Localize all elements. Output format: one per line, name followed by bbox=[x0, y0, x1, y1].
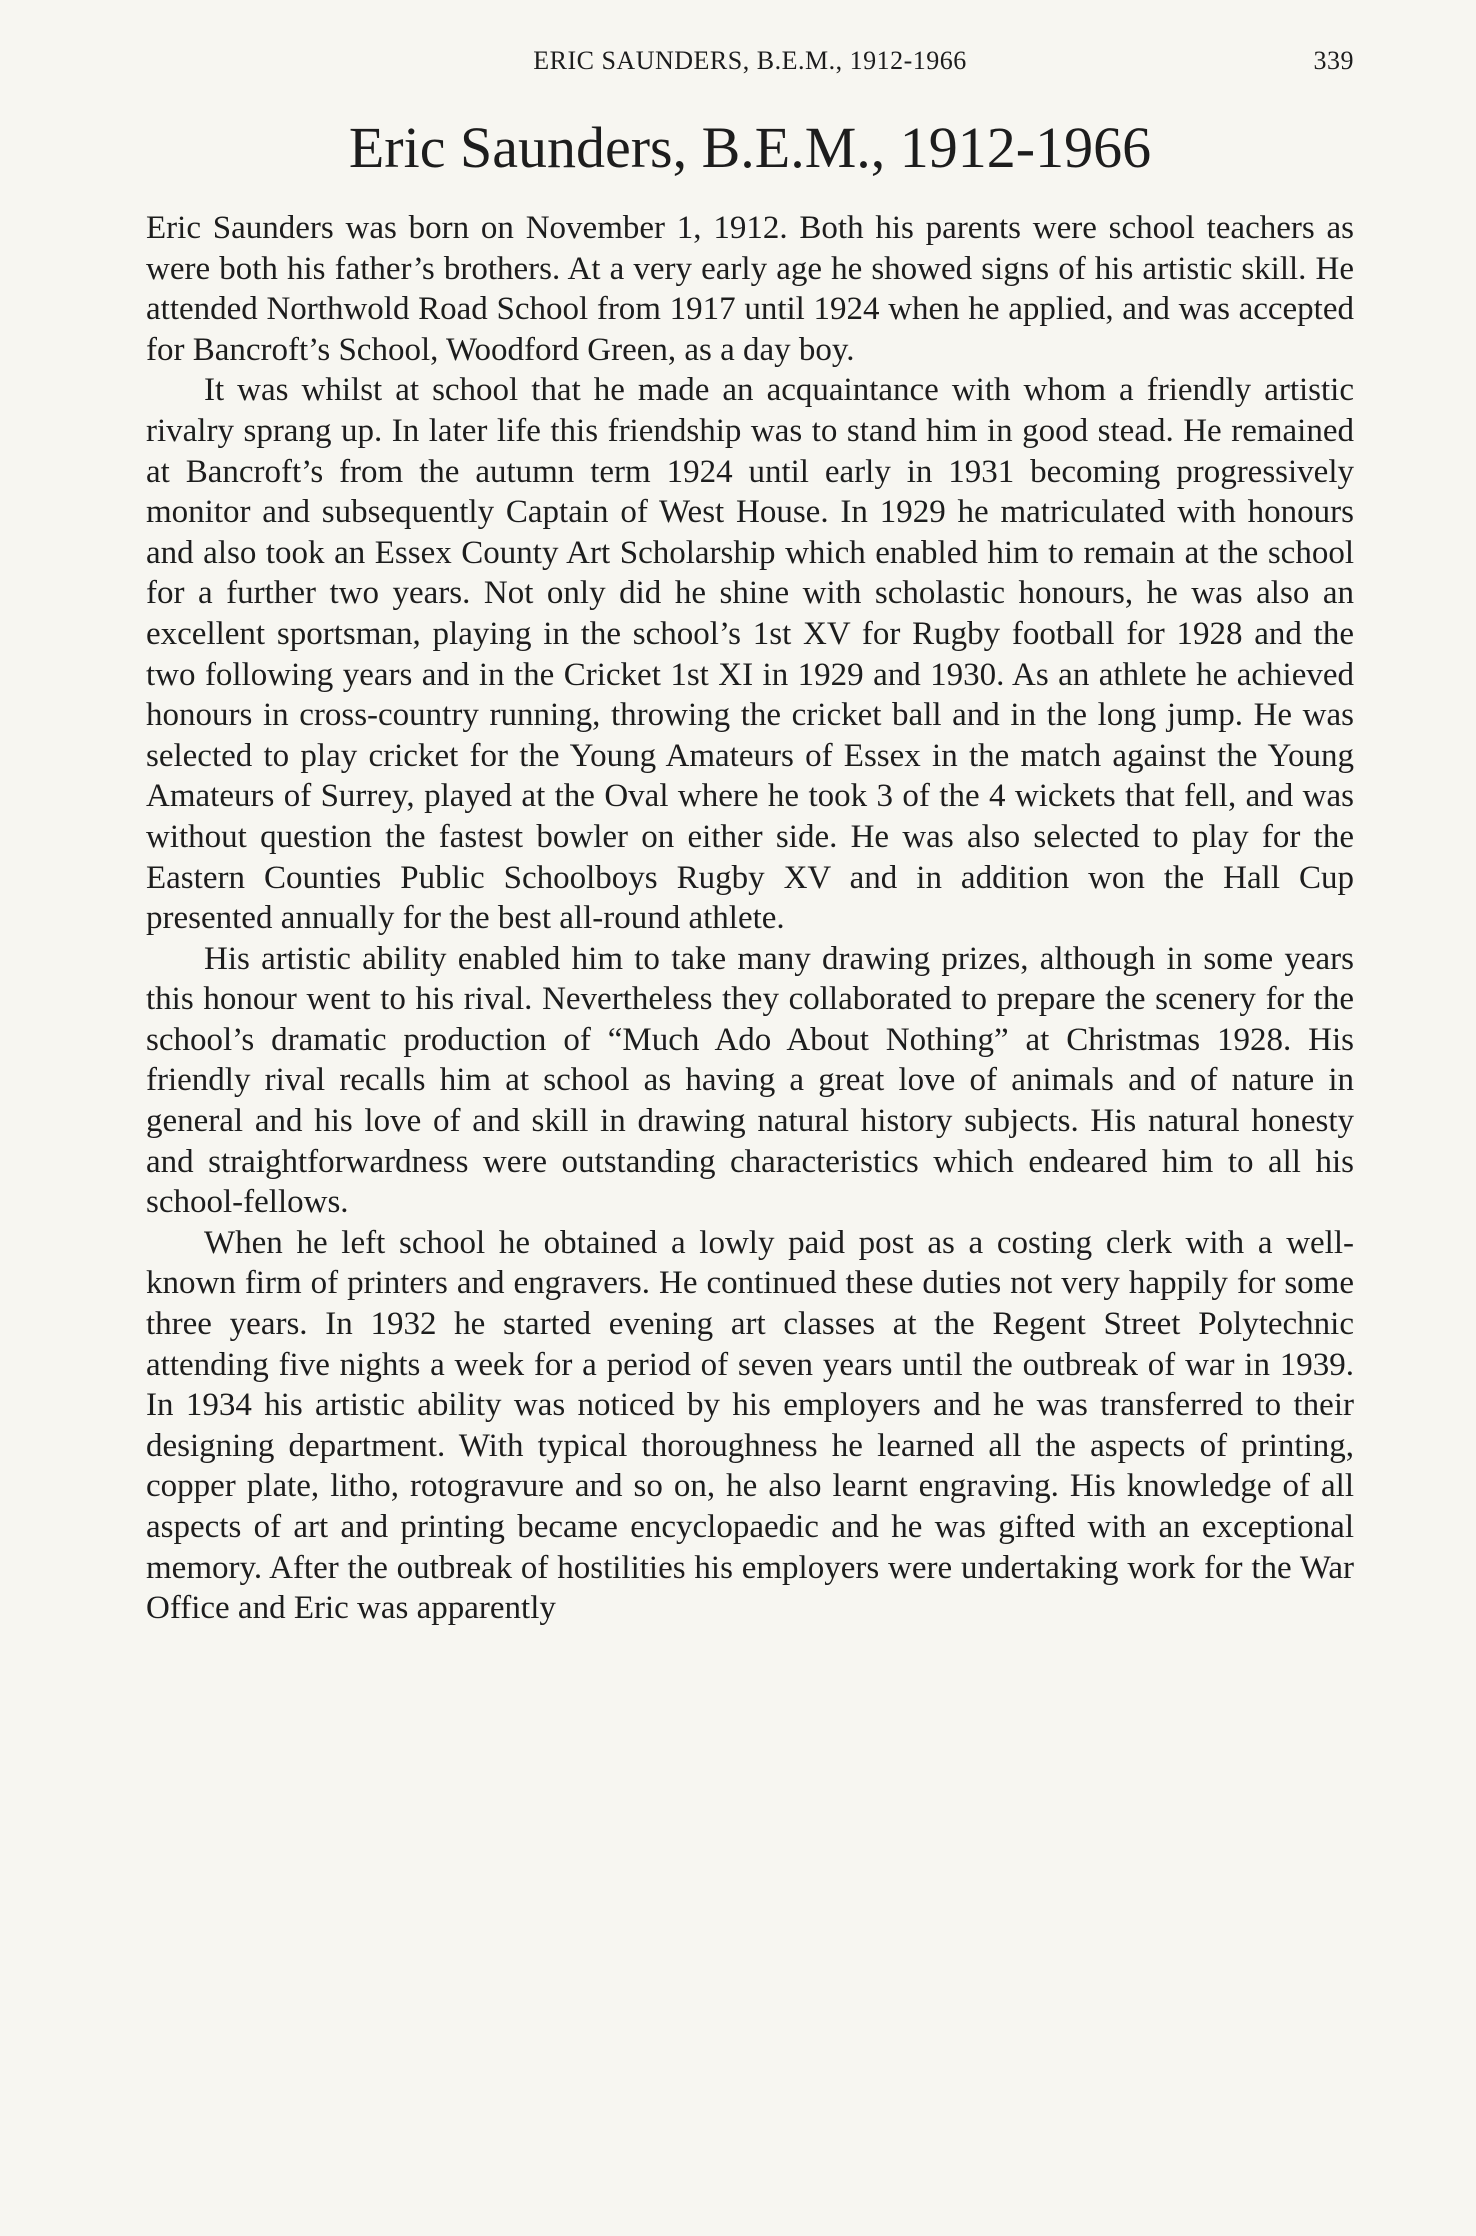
running-header bbox=[146, 46, 1354, 86]
running-title: ERIC SAUNDERS, B.E.M., 1912-1966 bbox=[533, 46, 967, 75]
paragraph-early-life: Eric Saunders was born on November 1, 1912. Both his parents were school teachers as were both his father’s brothers. At a very early age he showed signs of his artistic skill. He attended Northwold Road School from 1917 until 1924 when he applied, and was accepted for Bancroft’s School, Woodford Green, as a day boy. bbox=[146, 210, 1354, 368]
paragraph-school-years: It was whilst at school that he made an acquaintance with whom a friendly artistic rivalry sprang up. In later life this friendship was to stand him in good stead. He remained at Bancroft’s from the autumn term 1924 until early in 1931 becoming progressively monitor and subsequently Captain of West House. In 1929 he matriculated with honours and also took an Essex County Art Scholarship which enabled him to remain at the school for a further two years. Not only did he shine with scholastic honours, he was also an excellent sportsman, playing in the school’s 1st XV for Rugby football for 1928 and the two following years and in the Cricket 1st XI in 1929 and 1930. As an athlete he achieved honours in cross-country running, throwing the cricket ball and in the long jump. He was selected to play cricket for the Young Amateurs of Essex in the match against the Young Amateurs of Surrey, played at the Oval where he took 3 of the 4 wickets that fell, and was without question the fastest bowler on either side. He was also selected to play for the Eastern Counties Public Schoolboys Rugby XV and in addition won the Hall Cup presented annually for the best all-round athlete. bbox=[146, 372, 1354, 937]
article-title: Eric Saunders, B.E.M., 1912-1966 bbox=[348, 115, 1152, 180]
paragraph-artistic-ability: His artistic ability enabled him to take many drawing prizes, although in some years this honour went to his rival. Nevertheless they collaborated to prepare the scenery for the school’s dramatic production of “Much Ado About Nothing” at Christmas 1928. His friendly rival recalls him at school as having a great love of animals and of nature in general and his love of and skill in drawing natural history subjects. His natural honesty and straightforwardness were outstanding characteristics which endeared him to all his school-fellows. bbox=[146, 940, 1354, 1221]
article-body bbox=[146, 208, 1354, 1629]
paragraph-career: When he left school he obtained a lowly paid post as a costing clerk with a well-known firm of printers and engravers. He continued these duties not very happily for some three years. In 1932 he started evening art classes at the Regent Street Polytechnic attending five nights a week for a period of seven years until the outbreak of war in 1939. In 1934 his artistic ability was noticed by his employers and he was transferred to their designing department. With typical thoroughness he learned all the aspects of printing, copper plate, litho, rotogravure and so on, he also learnt engraving. His knowledge of all aspects of art and printing became encyclopaedic and he was gifted with an exceptional memory. After the outbreak of hostilities his employers were undertaking work for the War Office and Eric was apparently bbox=[146, 1224, 1354, 1627]
page-number: 339 bbox=[1313, 46, 1354, 75]
